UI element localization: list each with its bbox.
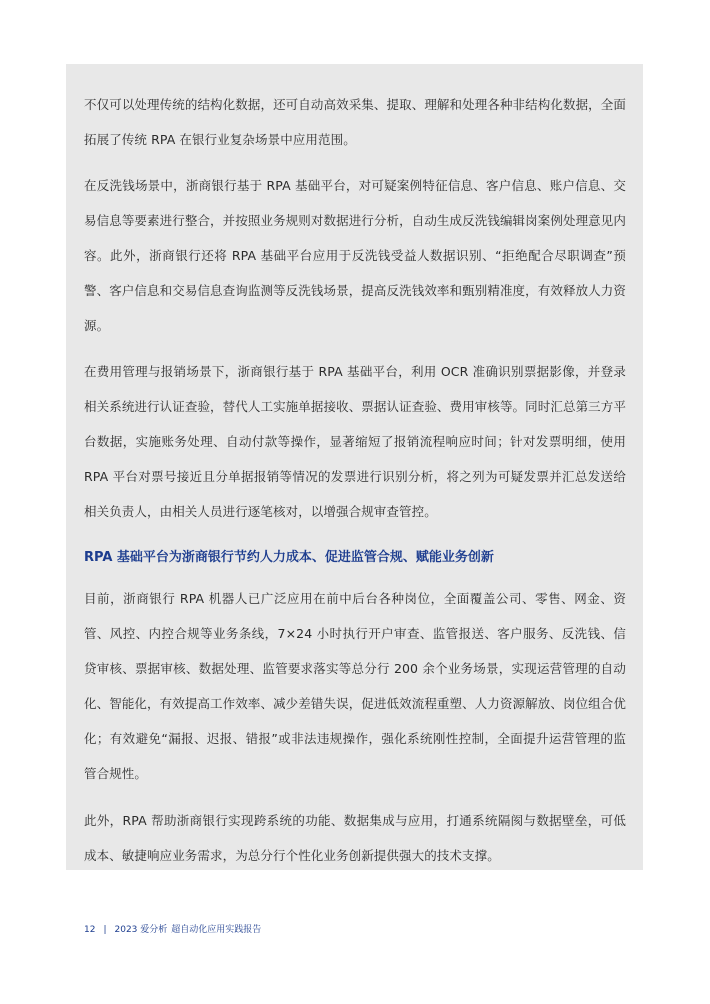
footer-report-title: 超自动化应用实践报告: [171, 925, 262, 935]
paragraph-cross-system: 此外，RPA 帮助浙商银行实现跨系统的功能、数据集成与应用，打通系统隔阂与数据壁垒，可低成本、敏捷响应业务需求，为总分行个性化业务创新提供强大的技术支撑。: [84, 813, 626, 863]
page-number: 12: [84, 925, 96, 935]
article-body: [84, 87, 626, 873]
paragraph-expense-reimbursement: 在费用管理与报销场景下，浙商银行基于 RPA 基础平台，利用 OCR 准确识别票据影像，并登录相关系统进行认证查验，替代人工实施单据接收、票据认证查验、费用审核等。同时汇总第三方平台数据，实施账务处理、自动付款等操作，显著缩短了报销流程响应时间；针对发票明细，使用 RPA 平台对票号接近且分单据报销等情况的发票进行识别分析，将之列为可疑发票并汇总发送给相关负责人，由相关人员进行逐笔核对，以增强合规审查管控。: [84, 364, 626, 519]
page-footer: [84, 922, 261, 935]
section-heading: RPA 基础平台为浙商银行节约人力成本、促进监管合规、赋能业务创新: [84, 550, 494, 565]
paragraph-current-deployment: 目前，浙商银行 RPA 机器人已广泛应用在前中后台各种岗位，全面覆盖公司、零售、网金、资管、风控、内控合规等业务条线，7×24 小时执行开户审查、监管报送、客户服务、反洗钱、信贷审核、票据审核、数据处理、监管要求落实等总分行 200 余个业务场景，实现运营管理的自动化、智能化，有效提高工作效率、减少差错失误，促进低效流程重塑、人力资源解放、岗位组合优化；有效避免“漏报、迟报、错报”或非法违规操作，强化系统刚性控制，全面提升运营管理的监管合规性。: [84, 591, 626, 781]
footer-separator: |: [103, 925, 107, 935]
footer-brand: 2023 爱分析: [114, 925, 168, 935]
paragraph-anti-money-laundering: 在反洗钱场景中，浙商银行基于 RPA 基础平台，对可疑案例特征信息、客户信息、账户信息、交易信息等要素进行整合，并按照业务规则对数据进行分析，自动生成反洗钱编辑岗案例处理意见内容。此外，浙商银行还将 RPA 基础平台应用于反洗钱受益人数据识别、“拒绝配合尽职调查”预警、客户信息和交易信息查询监测等反洗钱场景，提高反洗钱效率和甄别精准度，有效释放人力资源。: [84, 178, 626, 333]
paragraph-intro: 不仅可以处理传统的结构化数据，还可自动高效采集、提取、理解和处理各种非结构化数据，全面拓展了传统 RPA 在银行业复杂场景中应用范围。: [84, 97, 626, 147]
